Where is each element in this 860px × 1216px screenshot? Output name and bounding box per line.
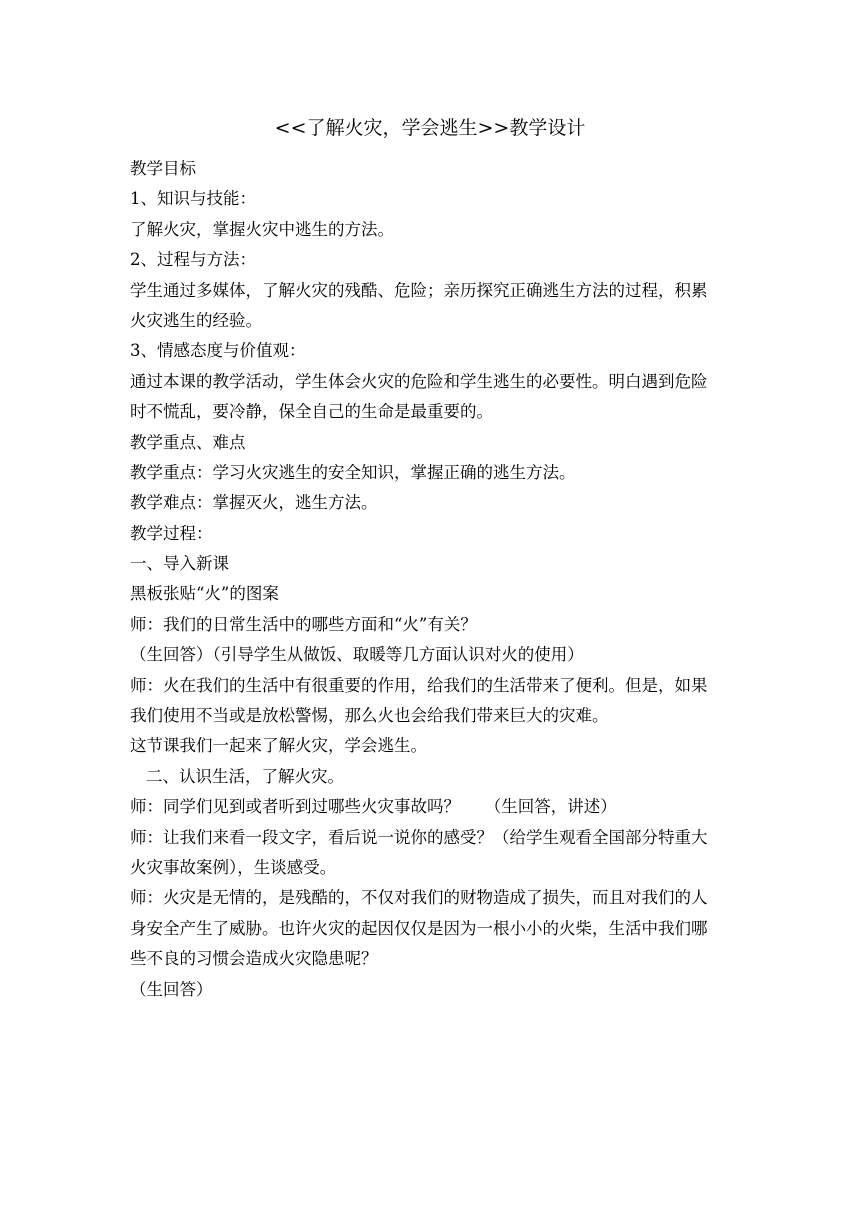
step-heading-understand: 二、认识生活，了解火灾。 (146, 766, 344, 786)
paragraph-line: 火灾事故案例），生谈感受。 (130, 857, 337, 877)
goal-heading-attitude: 3、情感态度与价值观： (130, 341, 306, 361)
goal-heading-knowledge: 1、知识与技能： (130, 189, 256, 209)
paragraph-line: 通过本课的教学活动，学生体会火灾的危险和学生逃生的必要性。明白遇到危险 (130, 371, 708, 391)
document-title: <<了解火灾，学会逃生>>教学设计 (274, 117, 586, 139)
paragraph-line: 师：火在我们的生活中有很重要的作用，给我们的生活带来了便利。但是，如果 (130, 675, 708, 695)
section-heading-key-points: 教学重点、难点 (130, 432, 246, 452)
goal-heading-process: 2、过程与方法： (130, 250, 256, 270)
paragraph-line: 教学难点：掌握灭火，逃生方法。 (130, 493, 378, 513)
paragraph-line: 师：让我们来看一段文字，看后说一说你的感受？（给学生观看全国部分特重大 (130, 827, 708, 847)
paragraph-line: 师：我们的日常生活中的哪些方面和“火”有关？ (130, 614, 477, 634)
paragraph-line: （生回答）（引导学生从做饭、取暖等几方面认识对火的使用） (130, 645, 584, 665)
paragraph-line: 些不良的习惯会造成火灾隐患呢？ (130, 949, 378, 969)
paragraph-line: 师：火灾是无情的，是残酷的，不仅对我们的财物造成了损失，而且对我们的人 (130, 888, 708, 908)
paragraph-line: 我们使用不当或是放松警惕，那么火也会给我们带来巨大的灾难。 (130, 706, 609, 726)
paragraph-line: 教学重点：学习火灾逃生的安全知识，掌握正确的逃生方法。 (130, 462, 576, 482)
paragraph-line: 这节课我们一起来了解火灾，学会逃生。 (130, 736, 427, 756)
section-heading-goals: 教学目标 (130, 159, 196, 178)
paragraph-line: 了解火灾，掌握火灾中逃生的方法。 (130, 219, 394, 239)
paragraph-line: （生回答） (130, 979, 213, 999)
paragraph-line: 黑板张贴“火”的图案 (130, 584, 279, 604)
paragraph-line: 师：同学们见到或者听到过哪些火灾事故吗？ （生回答，讲述） (130, 797, 617, 817)
paragraph-line: 学生通过多媒体，了解火灾的残酷、危险；亲历探究正确逃生方法的过程，积累 (130, 280, 708, 300)
paragraph-line: 身安全产生了威胁。也许火灾的起因仅仅是因为一根小小的火柴，生活中我们哪 (130, 918, 708, 938)
step-heading-intro: 一、导入新课 (130, 554, 229, 574)
paragraph-line: 火灾逃生的经验。 (130, 310, 262, 330)
paragraph-line: 时不慌乱，要冷静，保全自己的生命是最重要的。 (130, 402, 493, 422)
document-body (130, 154, 740, 1005)
section-heading-process: 教学过程： (130, 523, 213, 543)
